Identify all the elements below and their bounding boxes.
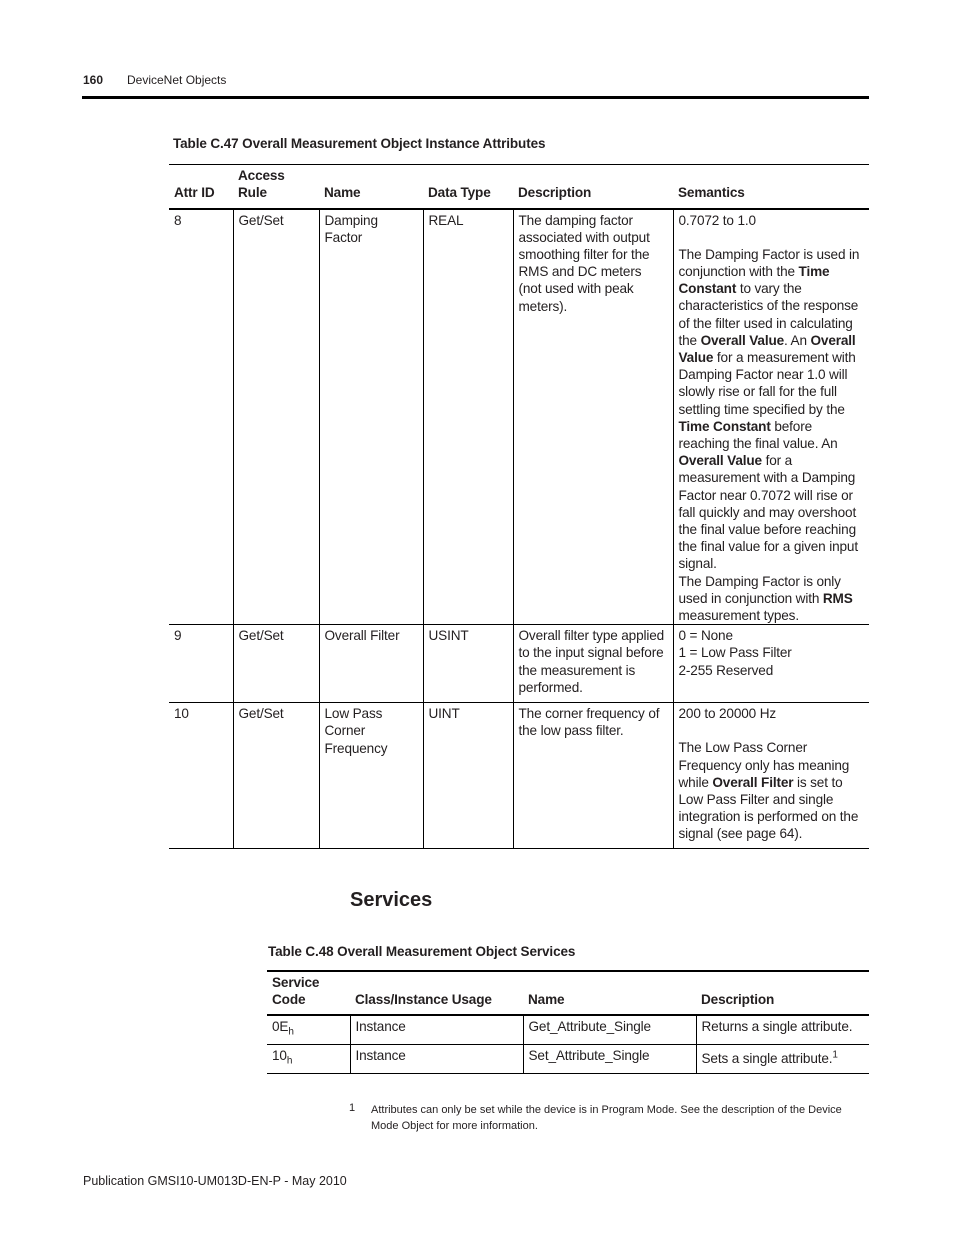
data-type-cell: USINT xyxy=(423,625,513,703)
table-c48-caption: Table C.48 Overall Measurement Object Services xyxy=(268,944,576,959)
name-cell: Get_Attribute_Single xyxy=(523,1015,696,1044)
header-rule xyxy=(82,96,869,99)
footnote-text: Attributes can only be set while the device is in Program Mode. See the description of the Device Mode Object for more information. xyxy=(371,1104,842,1132)
name-cell: Set_Attribute_Single xyxy=(523,1044,696,1073)
col-header-description: Description xyxy=(701,991,775,1007)
description-cell: Returns a single attribute. xyxy=(696,1015,869,1044)
col-header-access-rule: Access Rule xyxy=(238,168,285,201)
name-cell: Low Pass Corner Frequency xyxy=(319,703,423,849)
footnote-ref: 1 xyxy=(832,1048,838,1060)
description-cell: Sets a single attribute.$^1$ xyxy=(696,1044,869,1073)
table-row xyxy=(267,1015,869,1044)
semantics-cell xyxy=(673,703,869,849)
table-c47-caption: Table C.47 Overall Measurement Object Instance Attributes xyxy=(173,136,546,151)
col-header-name: Name xyxy=(528,991,565,1007)
semantics-note: The Damping Factor is only used in conjunction with RMS measurement types. xyxy=(678,573,853,623)
usage-cell: Instance xyxy=(350,1044,523,1073)
service-code-cell: $0E_h$ xyxy=(272,1019,294,1038)
semantics-text: The Low Pass Corner Frequency only has meaning while Overall Filter is set to Low Pass Filter and single integration is performed on the signal (see page 64). xyxy=(678,740,859,842)
table-c48 xyxy=(267,970,869,1074)
semantics-range: 200 to 20000 Hz xyxy=(678,706,777,722)
access-rule-cell: Get/Set xyxy=(233,703,319,849)
access-rule-cell: Get/Set xyxy=(233,209,319,625)
table-header-row xyxy=(267,971,869,1015)
data-type-cell: REAL xyxy=(423,209,513,625)
col-header-name: Name xyxy=(324,185,361,201)
attr-id-cell: 10 xyxy=(174,706,189,722)
table-row xyxy=(169,703,869,849)
attr-id-cell: 9 xyxy=(174,628,182,644)
section-title: DeviceNet Objects xyxy=(127,73,227,87)
col-header-service-code: Service Code xyxy=(272,974,320,1007)
data-type-cell: UINT xyxy=(423,703,513,849)
col-header-description: Description xyxy=(518,185,592,201)
name-cell: Damping Factor xyxy=(319,209,423,625)
table-header-row xyxy=(169,165,869,209)
col-header-semantics: Semantics xyxy=(678,185,745,201)
semantics-cell: 0 = None 1 = Low Pass Filter 2-255 Reserved xyxy=(673,625,869,703)
publication-footer: Publication GMSI10-UM013D-EN-P - May 2010 xyxy=(83,1174,347,1188)
service-code-cell: $10_h$ xyxy=(272,1047,293,1067)
name-cell: Overall Filter xyxy=(319,625,423,703)
table-row xyxy=(169,209,869,625)
services-heading: Services xyxy=(350,889,433,911)
footnote-number: 1 xyxy=(349,1102,356,1114)
semantics-text: The Damping Factor is used in conjunction with the Time Constant to vary the characteristics of the response of the filter used in calculating the Overall Value. An Overall Value for a measurement with Damping Factor near 1.0 will slowly rise or fall for the full settling time specified by the Time Constant before reaching the final value. An Overall Value for a measurement with a Damping Factor near 0.7072 will rise or fall quickly and may overshoot the final value before reaching the final value for a given input signal. xyxy=(678,246,860,572)
col-header-attr-id: Attr ID xyxy=(174,185,215,201)
table-row xyxy=(267,1044,869,1073)
description-cell: The corner frequency of the low pass filter. xyxy=(513,703,673,849)
semantics-cell xyxy=(673,209,869,625)
description-cell: Overall filter type applied to the input signal before the measurement is performed. xyxy=(513,625,673,703)
semantics-range: 0.7072 to 1.0 xyxy=(678,212,756,228)
col-header-usage: Class/Instance Usage xyxy=(355,991,492,1007)
page-number: 160 xyxy=(83,73,104,87)
table-c47 xyxy=(169,164,869,849)
usage-cell: Instance xyxy=(350,1015,523,1044)
attr-id-cell: 8 xyxy=(174,212,182,228)
table-row xyxy=(169,625,869,703)
access-rule-cell: Get/Set xyxy=(233,625,319,703)
col-header-data-type: Data Type xyxy=(428,185,491,201)
description-cell: The damping factor associated with output smoothing filter for the RMS and DC meters (not used with peak meters). xyxy=(513,209,673,625)
